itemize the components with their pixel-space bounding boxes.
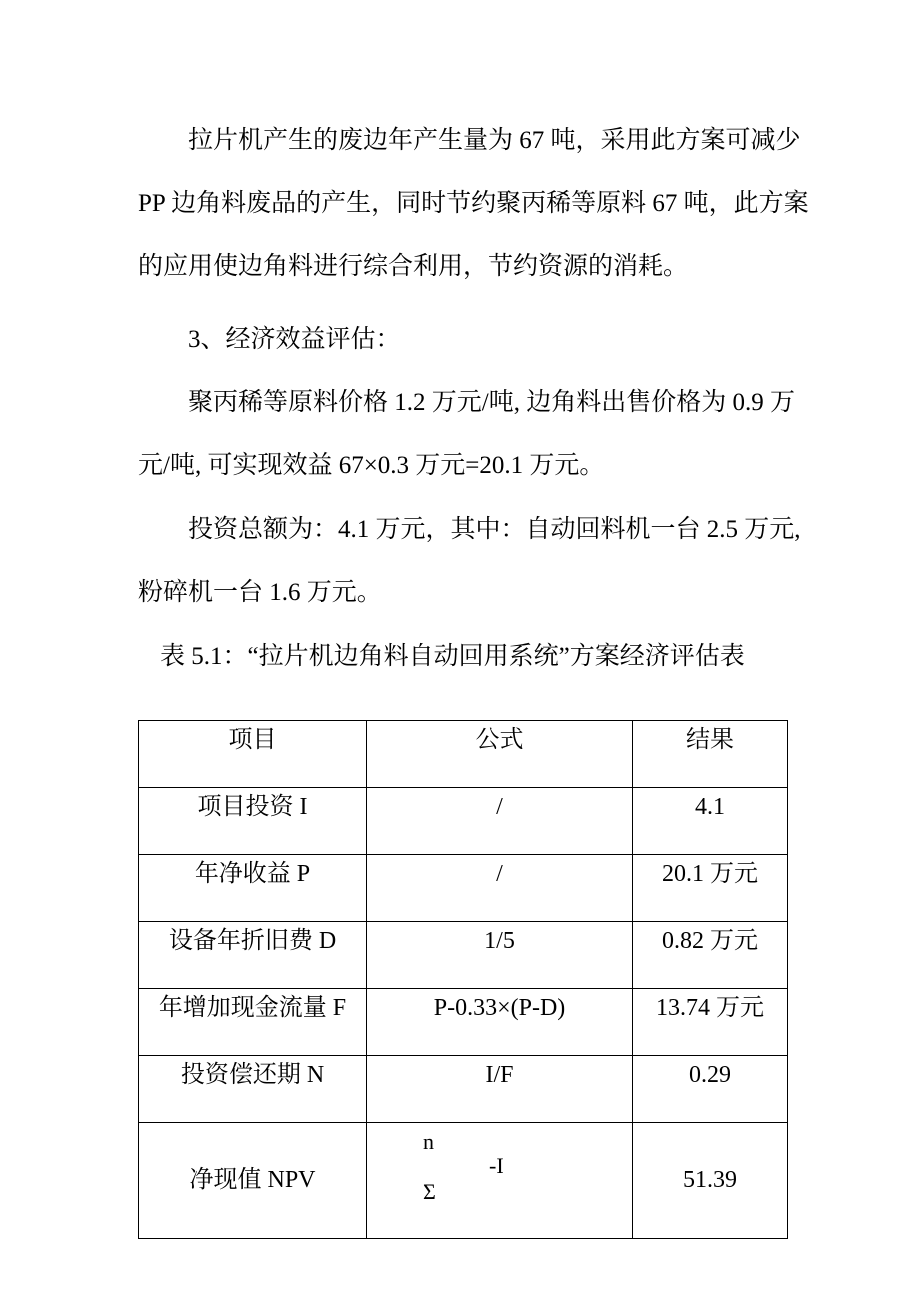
paragraph-line: 聚丙稀等原料价格 1.2 万元/吨, 边角料出售价格为 0.9 万 xyxy=(188,389,795,416)
paragraph-line: 的应用使边角料进行综合利用，节约资源的消耗。 xyxy=(138,253,689,280)
paragraph-price xyxy=(138,371,795,497)
cell-item: 年净收益 P xyxy=(139,855,367,922)
cell-result: 51.39 xyxy=(633,1123,788,1239)
paragraph-line: 粉碎机一台 1.6 万元。 xyxy=(138,579,382,606)
cell-result: 0.29 xyxy=(633,1056,788,1123)
header-item: 项目 xyxy=(139,721,367,788)
cell-formula: 1/5 xyxy=(367,922,633,989)
cell-result: 20.1 万元 xyxy=(633,855,788,922)
paragraph-line: 拉片机产生的废边年产生量为 67 吨，采用此方案可减少 xyxy=(188,127,801,154)
header-formula: 公式 xyxy=(367,721,633,788)
cell-result: 0.82 万元 xyxy=(633,922,788,989)
cell-result: 13.74 万元 xyxy=(633,989,788,1056)
sigma-symbol: Σ xyxy=(423,1179,436,1204)
cell-result: 4.1 xyxy=(633,788,788,855)
cell-item: 投资偿还期 N xyxy=(139,1056,367,1123)
table-row xyxy=(139,855,788,922)
cell-item: 项目投资 I xyxy=(139,788,367,855)
paragraph-line: PP 边角料废品的产生，同时节约聚丙稀等原料 67 吨，此方案 xyxy=(138,190,809,217)
evaluation-table xyxy=(138,720,788,1239)
table-row xyxy=(139,922,788,989)
cell-formula: I/F xyxy=(367,1056,633,1123)
paragraph-line: 投资总额为：4.1 万元，其中：自动回料机一台 2.5 万元, xyxy=(188,516,801,543)
table-header-row xyxy=(139,721,788,788)
cell-item: 年增加现金流量 F xyxy=(139,989,367,1056)
cell-formula: / xyxy=(367,788,633,855)
table-row xyxy=(139,788,788,855)
table-caption: 表 5.1：“拉片机边角料自动回用系统”方案经济评估表 xyxy=(160,643,745,670)
section-heading: 3、经济效益评估： xyxy=(188,326,401,353)
cell-formula: P-0.33×(P-D) xyxy=(367,989,633,1056)
table-row-npv xyxy=(139,1123,788,1239)
paragraph-waste-reduction xyxy=(138,109,809,298)
header-result: 结果 xyxy=(633,721,788,788)
formula-minus-investment: -I xyxy=(489,1153,504,1178)
paragraph-investment xyxy=(138,498,801,624)
table-row xyxy=(139,1056,788,1123)
formula-upper-limit: n xyxy=(423,1129,434,1154)
cell-item: 设备年折旧费 D xyxy=(139,922,367,989)
table-row xyxy=(139,989,788,1056)
cell-formula: / xyxy=(367,855,633,922)
cell-item: 净现值 NPV xyxy=(139,1123,367,1239)
cell-formula-npv xyxy=(367,1123,633,1239)
paragraph-line: 元/吨, 可实现效益 67×0.3 万元=20.1 万元。 xyxy=(138,452,605,479)
